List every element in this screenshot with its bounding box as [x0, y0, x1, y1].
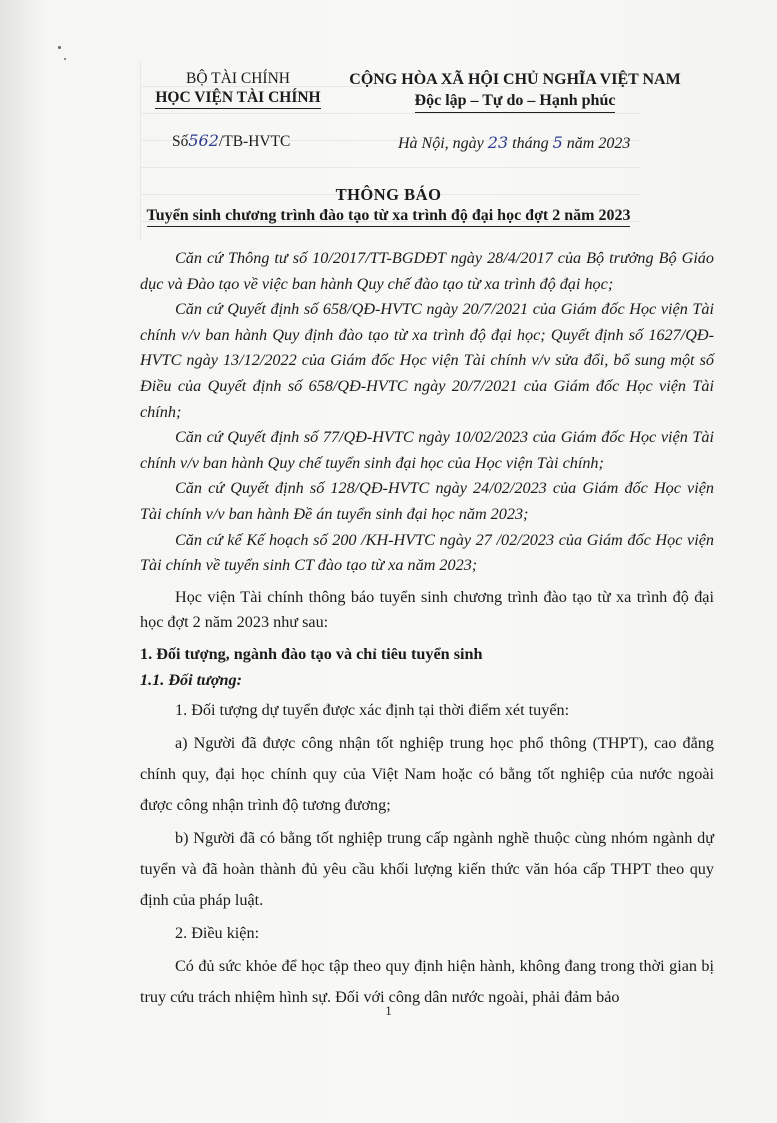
legal-basis: Căn cứ Quyết định số 128/QĐ-HVTC ngày 24/02/2023 của Giám đốc Học viện Tài chính v/v ban hành Đề án tuyển sinh đại học năm 2023;: [140, 479, 714, 523]
list-item: a) Người đã được công nhận tốt nghiệp trung học phổ thông (THPT), cao đẳng chính quy, đại học chính quy của Việt Nam hoặc có bằng tốt nghiệp của nước ngoài được công nhận trình độ tương đương;: [140, 734, 714, 815]
academy-name: HỌC VIỆN TÀI CHÍNH: [155, 88, 320, 109]
list-item: 1. Đối tượng dự tuyển được xác định tại thời điểm xét tuyển:: [175, 701, 570, 720]
national-heading: [345, 69, 685, 113]
document-subtitle: Tuyển sinh chương trình đào tạo từ xa trình độ đại học đợt 2 năm 2023: [0, 207, 777, 227]
section-heading: 1. Đối tượng, ngành đào tạo và chỉ tiêu tuyển sinh: [140, 644, 483, 663]
condition-paragraph: Có đủ sức khỏe để học tập theo quy định hiện hành, không đang trong thời gian bị truy cứu trách nhiệm hình sự. Đối với công dân nước ngoài, phải đảm bảo: [140, 957, 714, 1007]
national-motto: Độc lập – Tự do – Hạnh phúc: [415, 90, 616, 113]
legal-basis: Căn cứ kế Kế hoạch số 200 /KH-HVTC ngày 27 /02/2023 của Giám đốc Học viện Tài chính về tuyển sinh CT đào tạo từ xa năm 2023;: [140, 530, 714, 575]
handwritten-month: 5: [552, 133, 563, 152]
document-title: THÔNG BÁO: [335, 185, 442, 204]
handwritten-day: 23: [487, 133, 509, 152]
legal-basis: Căn cứ Quyết định số 658/QĐ-HVTC ngày 20/7/2021 của Giám đốc Học viện Tài chính v/v ban hành Quy định đào tạo từ xa trình độ đại học; Quyết định số 1627/QĐ-HVTC ngày 13/12/2022 của Giám đốc Học viện Tài chính v/v sửa đổi, bổ sung một số Điều của Quyết định số 658/QĐ-HVTC ngày 20/7/2021 của Giám đốc Học viện Tài chính;: [140, 300, 714, 421]
issuing-organization: [133, 69, 343, 109]
subsection-heading: 1.1. Đối tượng:: [140, 670, 243, 689]
document-number: Số562/TB-HVTC: [172, 131, 291, 150]
page-number: 1: [385, 1003, 392, 1018]
scan-speck: [64, 58, 66, 60]
handwritten-number: 562: [188, 131, 219, 150]
list-item: 2. Điều kiện:: [175, 924, 260, 943]
country-name: CỘNG HÒA XÃ HỘI CHỦ NGHĨA VIỆT NAM: [349, 71, 681, 88]
ministry-name: BỘ TÀI CHÍNH: [186, 70, 290, 87]
list-item: b) Người đã có bằng tốt nghiệp trung cấp ngành nghề thuộc cùng nhóm ngành dự tuyển và đã hoàn thành đủ yêu cầu khối lượng kiến thức văn hóa cấp THPT theo quy định của pháp luật.: [140, 829, 714, 910]
scan-speck: [58, 46, 61, 49]
legal-basis: Căn cứ Quyết định số 77/QĐ-HVTC ngày 10/02/2023 của Giám đốc Học viện Tài chính v/v ban hành Quy chế tuyển sinh đại học của Học viện Tài chính;: [140, 428, 714, 472]
intro-paragraph: Học viện Tài chính thông báo tuyển sinh chương trình đào tạo từ xa trình độ đại học đợt 2 năm 2023 như sau:: [140, 587, 714, 632]
document-body: [140, 246, 714, 1013]
issue-date: Hà Nội, ngày 23 tháng 5 năm 2023: [398, 133, 631, 152]
legal-basis: Căn cứ Thông tư số 10/2017/TT-BGDĐT ngày 28/4/2017 của Bộ trưởng Bộ Giáo dục và Đào tạo về việc ban hành Quy chế đào tạo từ xa trình độ đại học;: [140, 249, 714, 293]
